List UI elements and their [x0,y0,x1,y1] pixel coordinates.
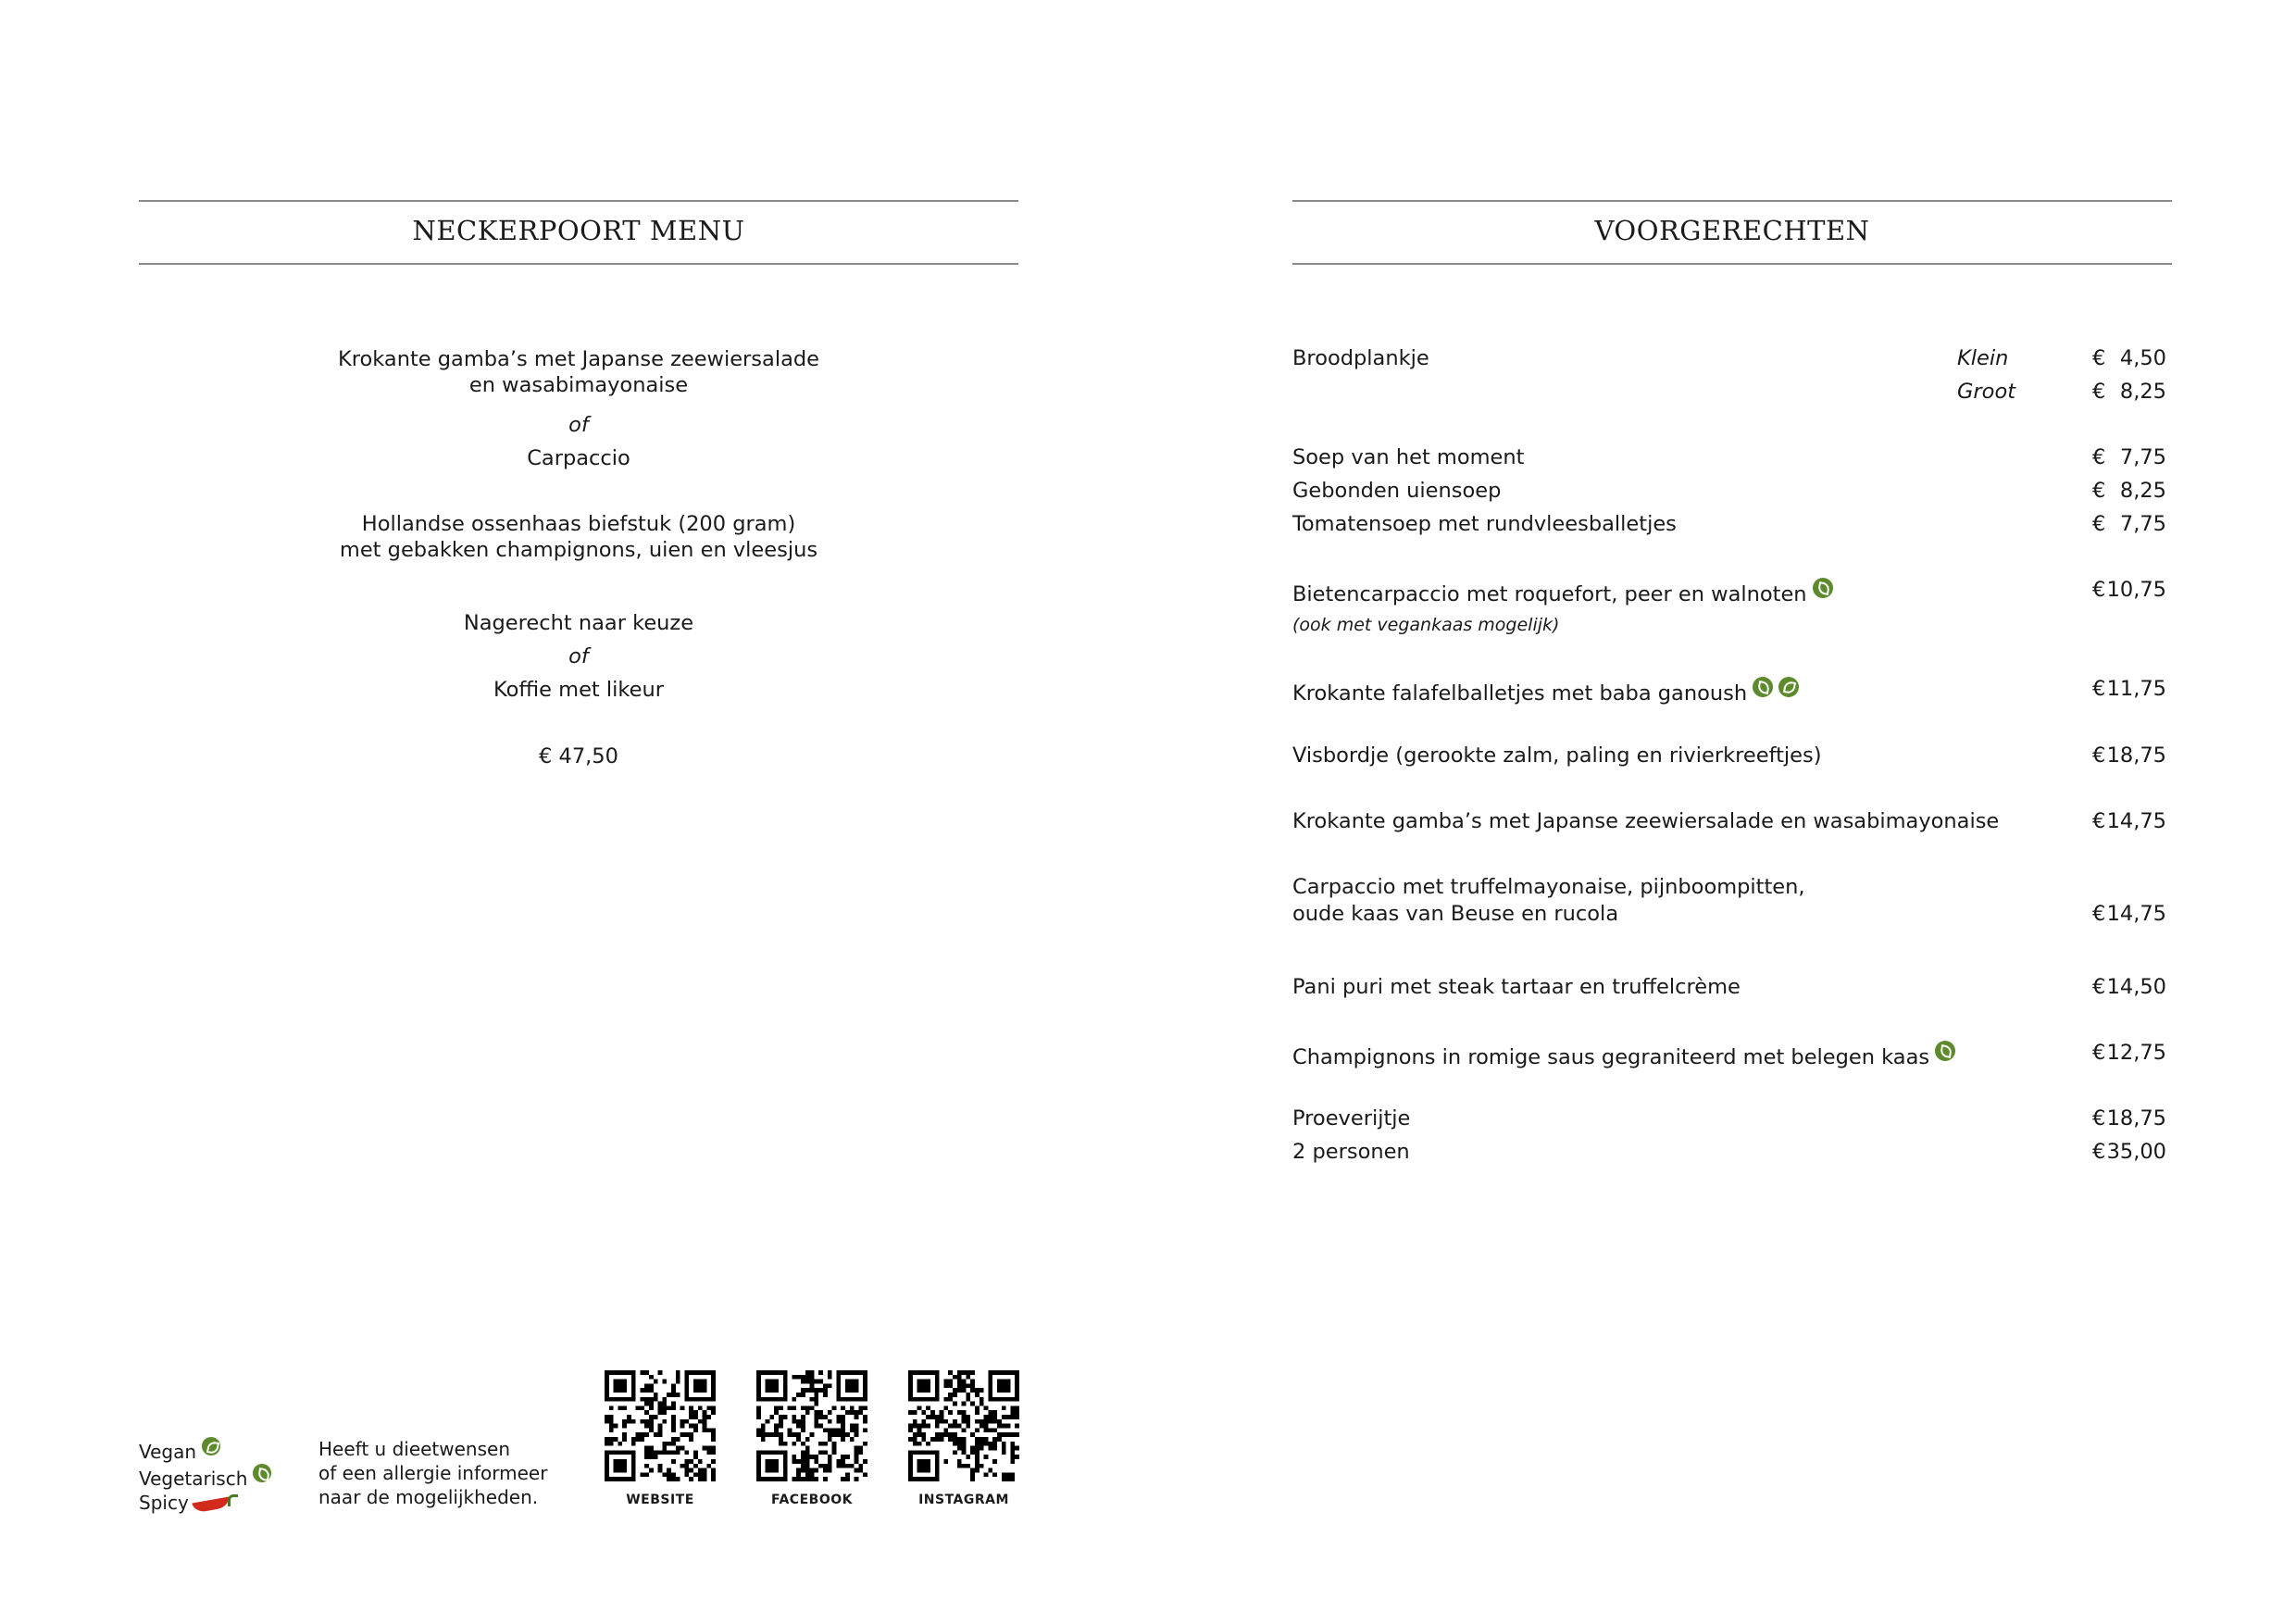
vegetarian-icon [253,1464,271,1482]
starter-currency: € [2092,809,2106,833]
legend-spicy [139,1491,271,1515]
left-header-title: NECKERPOORT MENU [412,215,745,246]
starter-label-group [1292,578,1833,606]
starter-row [1292,743,2170,775]
diet-note-line: Heeft u dieetwensen [318,1438,511,1460]
starter-currency: € [2092,1106,2106,1131]
starter-row [1292,809,2170,841]
starter-currency: € [2092,346,2106,370]
facebook-qr-label: FACEBOOK [771,1493,853,1507]
starter-label-group [1292,1041,1955,1069]
starter-price: 14,75 [2106,902,2166,926]
starter-row [1292,346,2170,378]
menu-course-1-line-1: Krokante gamba’s met Japanse zeewiersalade [338,347,819,371]
diet-note-line: naar de mogelijkheden. [318,1486,539,1508]
starter-row [1292,902,2170,933]
starter-label: 2 personen [1292,1140,1410,1164]
vegan-icon [202,1437,220,1455]
instagram-qr-code[interactable] [908,1370,1019,1481]
menu-or-2: of [568,644,589,668]
starter-label: Broodplankje [1292,346,1429,370]
legend-vegetarian-label: Vegetarisch [139,1468,248,1490]
starter-price: 4,50 [2119,346,2166,370]
starter-label: Gebonden uiensoep [1292,479,1502,503]
diet-note-line: of een allergie informeer [318,1462,548,1484]
starter-row [1292,1140,2170,1171]
starter-price: 10,75 [2106,578,2166,602]
menu-course-2-line-2: met gebakken champignons, uien en vleesjus [339,538,818,562]
vegan-icon [1778,677,1799,697]
menu-course-2-line-1: Hollandse ossenhaas biefstuk (200 gram) [361,512,796,536]
starter-size: Klein [1957,346,2009,370]
legend-vegetarian [139,1464,271,1491]
starter-price: 8,25 [2119,479,2166,503]
menu-or-1: of [568,413,589,437]
legend-spicy-label: Spicy [139,1492,189,1514]
icon-legend [139,1437,271,1515]
legend-vegan-label: Vegan [139,1441,197,1463]
chili-pepper-icon [193,1496,237,1511]
website-qr-label: WEBSITE [626,1493,694,1507]
starter-price: 7,75 [2119,512,2166,536]
starter-row [1292,1106,2170,1138]
starter-price: 12,75 [2106,1041,2166,1065]
menu-course-2 [139,511,1018,563]
starter-label: Pani puri met steak tartaar en truffelcrème [1292,975,1741,999]
starter-label: Champignons in romige saus gegraniteerd met belegen kaas [1292,1045,1930,1069]
starter-label: Carpaccio met truffelmayonaise, pijnboompitten, [1292,875,1805,899]
starter-price: 7,75 [2119,445,2166,469]
starter-label: Tomatensoep met rundvleesballetjes [1292,512,1677,536]
starter-note: (ook met vegankaas mogelijk) [1292,615,1560,635]
starter-row [1292,380,2170,411]
instagram-qr-label: INSTAGRAM [918,1493,1009,1507]
starter-price: 14,50 [2106,975,2166,999]
menu-course-3-alt: Koffie met likeur [493,678,664,702]
menu-course-1-alt: Carpaccio [527,446,630,470]
diet-note [318,1437,547,1509]
right-header [1292,200,2172,265]
vegetarian-icon [1813,578,1833,598]
starter-currency: € [2092,1041,2106,1065]
starter-currency: € [2092,512,2106,536]
right-header-title: VOORGERECHTEN [1594,215,1870,246]
website-qr-code[interactable] [605,1370,716,1481]
starter-currency: € [2092,677,2106,701]
starter-currency: € [2092,743,2106,768]
facebook-qr-code[interactable] [756,1370,867,1481]
starter-label: Soep van het moment [1292,445,1525,469]
legend-vegan [139,1437,271,1464]
starter-row [1292,1041,2170,1072]
starter-currency: € [2092,380,2106,404]
starter-row [1292,445,2170,477]
starter-price: 18,75 [2106,1106,2166,1131]
starter-currency: € [2092,445,2106,469]
vegetarian-icon [1935,1041,1955,1061]
menu-course-1-line-2: en wasabimayonaise [468,373,689,397]
menu-course-3: Nagerecht naar keuze [463,611,694,635]
starter-label: Krokante gamba’s met Japanse zeewiersalade en wasabimayonaise [1292,809,2000,833]
starter-label: oude kaas van Beuse en rucola [1292,902,1619,926]
starter-label: Bietencarpaccio met roquefort, peer en walnoten [1292,582,1807,606]
starter-currency: € [2092,479,2106,503]
starter-price: 11,75 [2106,677,2166,701]
starter-label: Proeverijtje [1292,1106,1411,1131]
starter-row [1292,479,2170,510]
starter-row [1292,677,2170,708]
menu-course-1 [139,346,1018,398]
starter-price: 18,75 [2106,743,2166,768]
left-header [139,200,1018,265]
starter-label: Krokante falafelballetjes met baba ganoush [1292,681,1748,706]
starter-currency: € [2092,975,2106,999]
starter-row [1292,578,2170,609]
starter-label: Visbordje (gerookte zalm, paling en rivierkreeftjes) [1292,743,1822,768]
starter-price: 35,00 [2106,1140,2166,1164]
starter-price: 14,75 [2106,809,2166,833]
starter-currency: € [2092,578,2106,602]
starter-label-group [1292,677,1799,706]
starter-row [1292,975,2170,1006]
starter-row [1292,512,2170,543]
starter-currency: € [2092,902,2106,926]
vegetarian-icon [1753,677,1773,697]
starter-size: Groot [1957,380,2016,404]
menu-price: € 47,50 [539,744,618,768]
starter-currency: € [2092,1140,2106,1164]
starter-price: 8,25 [2119,380,2166,404]
